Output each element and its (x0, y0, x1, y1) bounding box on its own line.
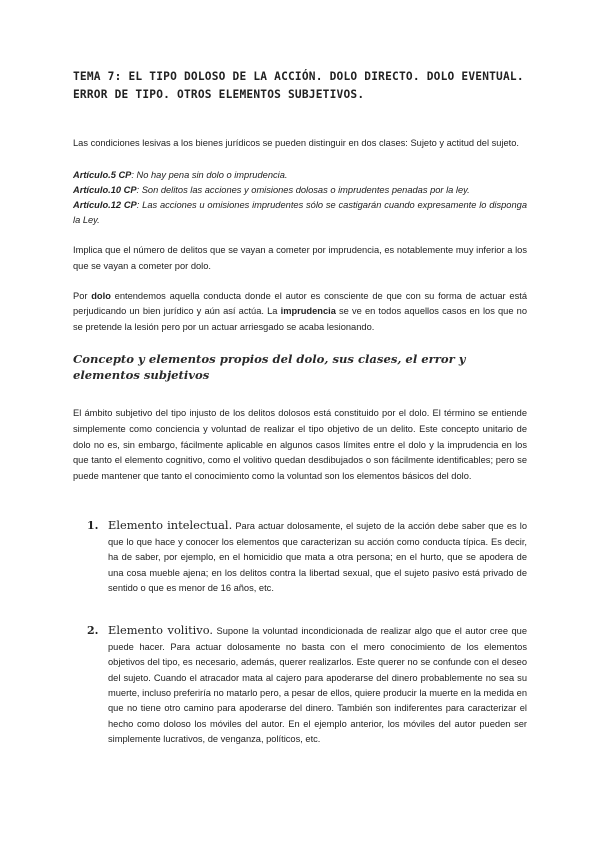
list-item-heading: Elemento intelectual. (108, 518, 233, 533)
article-text: : No hay pena sin dolo o imprudencia. (131, 169, 288, 180)
article-line (73, 198, 527, 228)
list-item-content: Para actuar dolosamente, el sujeto de la acción debe saber que es lo que lo que hace y conocer los elementos que caracterizan su acción como conducta típica. Es decir, ha de saber, por ejemplo, en el homicidio que mata a otra persona; en el hurto, que se apodera de una cosa mueble ajena; en los delitos contra la libertad sexual, que el sujeto pasivo está privado de sentido o que es menor de 16 años, etc. (108, 521, 527, 593)
list-number: 2. (87, 624, 99, 638)
list-item (73, 623, 527, 747)
list-item-body (108, 518, 527, 596)
article-line (73, 183, 527, 198)
article-label: Artículo.5 CP (73, 169, 132, 180)
article-list (73, 168, 527, 229)
article-text: : Son delitos las acciones y omisiones dolosas o imprudentes penadas por la ley. (136, 184, 470, 195)
text-run: Por (73, 290, 92, 301)
article-label: Artículo.12 CP (73, 200, 137, 210)
imprudence-paragraph: Implica que el número de delitos que se vayan a cometer por imprudencia, es notablemente muy inferior a los que se vayan a cometer por dolo. (73, 245, 527, 271)
list-item-heading: Elemento volitivo. (108, 623, 214, 638)
list-item-content: Supone la voluntad incondicionada de realizar algo que el autor cree que puede hacer. Para actuar dolosamente no basta con el mero conocimiento de los elementos objetivos del tipo, es necesario, además, querer realizarlos. Este querer no se confunde con el deseo del sujeto. Cuando el atracador mata al cajero para apoderarse del dinero probablemente no sea su muerte, incluso preferiría no matarlo pero, a pesar de ellos, quiere producir la muerte en la medida en que no tiene otro camino para apoderarse del dinero. También son indiferentes para caracterizar el hecho como doloso los móviles del autor. En el ejemplo anterior, los móviles del autor pueden ser simplemente lucrativos, de venganza, políticos, etc. (108, 626, 527, 745)
list-item-text (108, 623, 527, 747)
list-item-text (108, 518, 527, 596)
term-imprudencia: imprudencia (280, 306, 336, 317)
document-title: TEMA 7: EL TIPO DOLOSO DE LA ACCIÓN. DOLO DIRECTO. DOLO EVENTUAL. ERROR DE TIPO. OTROS ELEMENTOS SUBJETIVOS. (73, 70, 524, 101)
text-run: se ve en todos aquellos casos en los que no se pretende la lesión pero por un actuar arriesgado se acaba lesionando. (73, 306, 527, 332)
list-item-body (108, 623, 527, 747)
subjective-scope-paragraph: El ámbito subjetivo del tipo injusto de los delitos dolosos está constituido por el dolo. El término se entiende simplemente como conciencia y voluntad de realizar el tipo objetivo de un delito. Este concepto unitario de dolo no es, sin embargo, fácilmente aplicable en algunos casos límites entre el dolo y la imprudencia en los que tanto el elemento cognitivo, como el volitivo quedan desdibujados o son fácilmente identificables; pero se puede mantener que tanto el conocimiento como la voluntad son los elementos básicos del dolo. (73, 408, 527, 481)
section-heading: Concepto y elementos propios del dolo, sus clases, el error y elementos subjetivos (73, 352, 466, 383)
intro-paragraph: Las condiciones lesivas a los bienes jurídicos se pueden distinguir en dos clases: Sujeto y actitud del sujeto. (73, 138, 519, 148)
term-dolo: dolo (91, 290, 111, 301)
article-text: : Las acciones u omisiones imprudentes sólo se castigarán cuando expresamente lo disponga la Ley. (73, 200, 527, 226)
list-number: 1. (87, 519, 99, 533)
dolo-definition-paragraph (73, 289, 527, 336)
text-run: entendemos aquella conducta donde el autor es consciente de que con su forma de actuar está perjudicando un bien jurídico y aún así actúa. La (73, 290, 527, 317)
article-label: Artículo.10 CP (73, 184, 137, 195)
list-item (73, 518, 527, 596)
article-line (73, 168, 527, 183)
